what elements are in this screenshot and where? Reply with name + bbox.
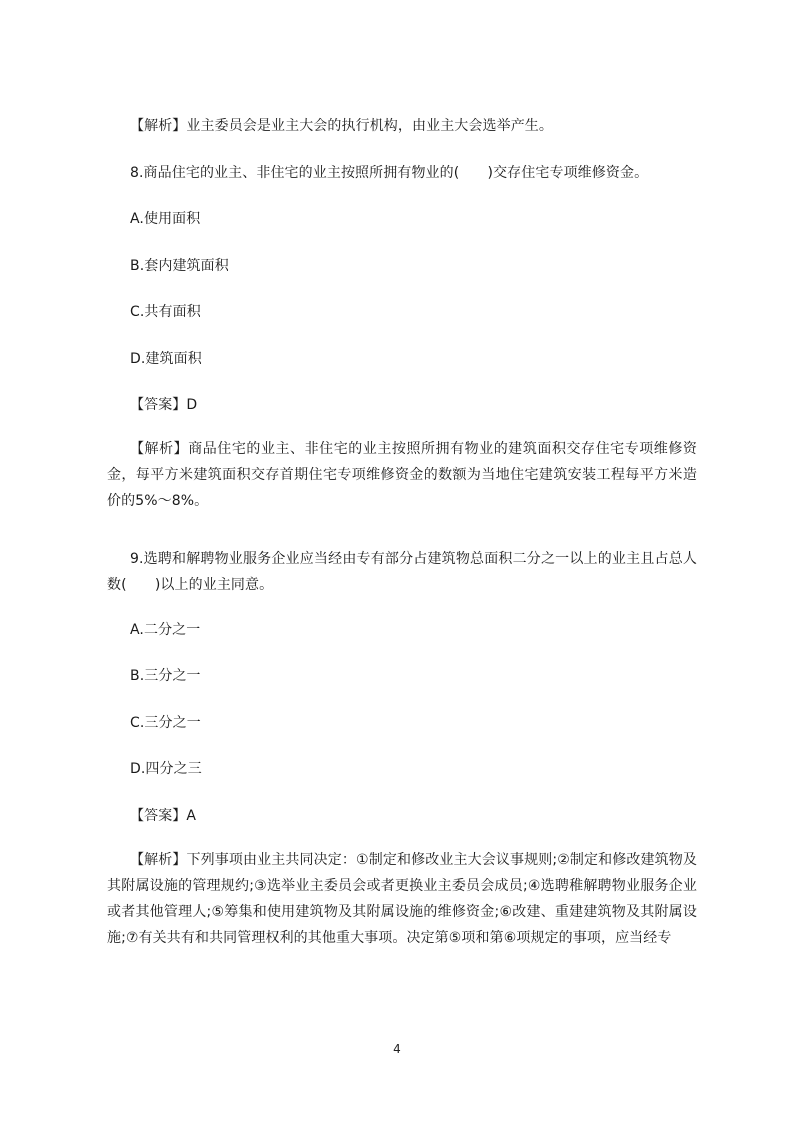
question-9-text: 9.选聘和解聘物业服务企业应当经由专有部分占建筑物总面积二分之一以上的业主且占总人数( )以上的业主同意。 bbox=[107, 551, 697, 593]
q8-option-a: A.使用面积 bbox=[130, 211, 201, 227]
q9-option-a: A.二分之一 bbox=[130, 622, 201, 638]
q9-analysis-paragraph: 【解析】下列事项由业主共同决定：①制定和修改业主大会议事规则;②制定和修改建筑物及其附属设施的管理规约;③选举业主委员会或者更换业主委员会成员;④选聘稚解聘物业服务企业或者其他管理人;⑤筹集和使用建筑物及其附属设施的维修资金;⑥改建、重建建筑物及其附属设施;⑦有关共有和共同管理权利的其他重大事项。决定第⑤项和第⑥项规定的事项，应当经专 bbox=[107, 852, 697, 946]
q8-option-d: D.建筑面积 bbox=[130, 351, 202, 367]
q9-answer: 【答案】A bbox=[130, 808, 197, 824]
page-number: 4 bbox=[393, 1042, 401, 1056]
q9-option-d: D.四分之三 bbox=[130, 761, 202, 777]
q8-option-c: C.共有面积 bbox=[130, 304, 201, 320]
q8-option-b: B.套内建筑面积 bbox=[130, 258, 229, 274]
q8-answer: 【答案】D bbox=[130, 397, 198, 413]
q9-option-b: B.三分之一 bbox=[130, 668, 201, 684]
question-8-text: 8.商品住宅的业主、非住宅的业主按照所拥有物业的( )交存住宅专项维修资金。 bbox=[130, 165, 649, 181]
q9-option-c: C.三分之一 bbox=[130, 715, 201, 731]
q8-analysis-paragraph: 【解析】商品住宅的业主、非住宅的业主按照所拥有物业的建筑面积交存住宅专项维修资金，每平方米建筑面积交存首期住宅专项维修资金的数额为当地住宅建筑安装工程每平方米造价的5%～8%。 bbox=[107, 441, 697, 509]
analysis-paragraph-q7: 【解析】业主委员会是业主大会的执行机构，由业主大会选举产生。 bbox=[130, 118, 553, 134]
